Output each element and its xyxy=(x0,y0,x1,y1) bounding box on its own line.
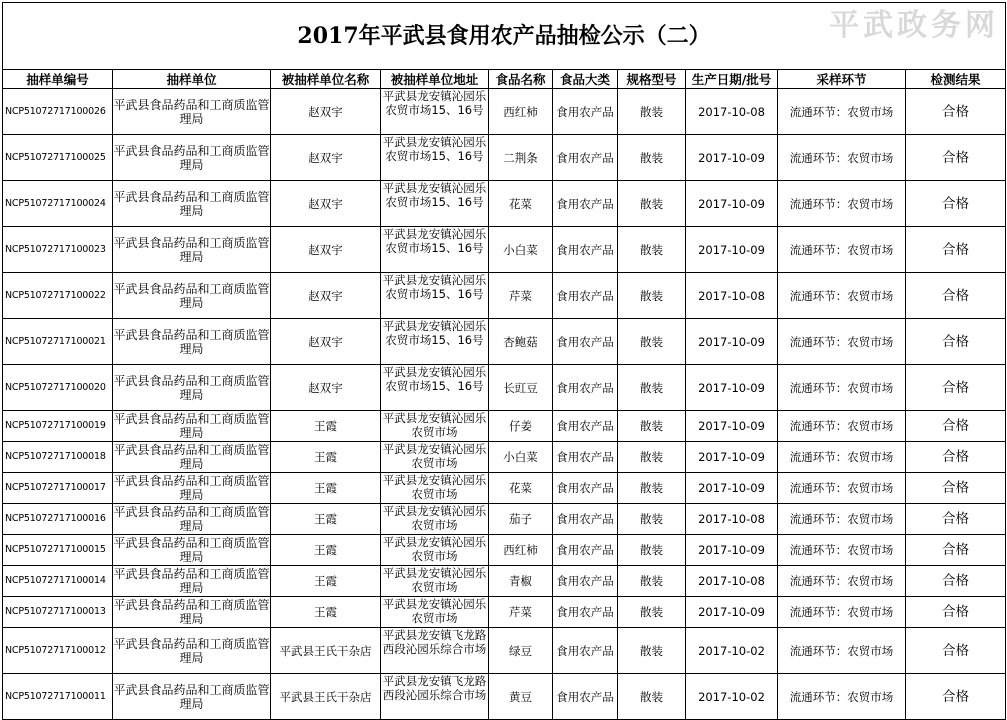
cell-production-date: 2017-10-08 xyxy=(686,504,778,535)
cell-sampling-stage: 流通环节：农贸市场 xyxy=(778,504,906,535)
cell-sampled-address xyxy=(381,365,489,411)
cell-sample-code: NCP51072717100021 xyxy=(3,319,113,365)
cell-sampled-address xyxy=(381,442,489,473)
address-text: 平武县龙安镇沁园乐农贸市场 xyxy=(382,567,487,594)
cell-sampling-unit: 平武县食品药品和工商质监管理局 xyxy=(113,674,271,720)
cell-sampling-stage: 流通环节：农贸市场 xyxy=(778,597,906,628)
cell-food-category: 食用农产品 xyxy=(553,597,618,628)
cell-sampled-address xyxy=(381,411,489,442)
cell-sampling-unit: 平武县食品药品和工商质监管理局 xyxy=(113,365,271,411)
cell-food-name: 长豇豆 xyxy=(489,365,553,411)
cell-sampled-address xyxy=(381,535,489,566)
header-sampled-address: 被抽样单位地址 xyxy=(381,70,489,89)
cell-sampling-unit: 平武县食品药品和工商质监管理局 xyxy=(113,628,271,674)
cell-sampled-name: 王霞 xyxy=(271,504,381,535)
table-row xyxy=(3,135,1006,181)
cell-production-date: 2017-10-09 xyxy=(686,473,778,504)
address-text: 平武县龙安镇沁园乐农贸市场 xyxy=(382,443,487,470)
address-text: 平武县龙安镇沁园乐农贸市场15、16号 xyxy=(382,274,487,301)
cell-spec: 散装 xyxy=(618,411,686,442)
header-food-name: 食品名称 xyxy=(489,70,553,89)
cell-food-name: 西红柿 xyxy=(489,89,553,135)
cell-sampling-stage: 流通环节：农贸市场 xyxy=(778,473,906,504)
address-text: 平武县龙安镇沁园乐农贸市场 xyxy=(382,598,487,625)
cell-test-result: 合格 xyxy=(906,674,1006,720)
table-body xyxy=(3,89,1006,720)
cell-sampling-unit: 平武县食品药品和工商质监管理局 xyxy=(113,181,271,227)
cell-sampling-unit: 平武县食品药品和工商质监管理局 xyxy=(113,536,270,564)
cell-sampling-stage: 流通环节：农贸市场 xyxy=(778,566,906,597)
cell-sample-code: NCP51072717100016 xyxy=(3,504,113,535)
cell-sample-code: NCP51072717100018 xyxy=(3,442,113,473)
cell-production-date: 2017-10-09 xyxy=(686,535,778,566)
table-row xyxy=(3,319,1006,365)
cell-sampling-unit: 平武县食品药品和工商质监管理局 xyxy=(113,135,271,181)
cell-sampling-stage: 流通环节：农贸市场 xyxy=(778,319,906,365)
cell-test-result: 合格 xyxy=(906,504,1006,535)
cell-sample-code: NCP51072717100019 xyxy=(3,411,113,442)
table-row xyxy=(3,628,1006,674)
header-test-result: 检测结果 xyxy=(906,70,1006,89)
table-row xyxy=(3,411,1006,442)
site-watermark: 平武政务网 xyxy=(829,8,999,43)
table-row xyxy=(3,227,1006,273)
cell-food-name: 芹菜 xyxy=(489,273,553,319)
cell-production-date: 2017-10-09 xyxy=(686,319,778,365)
cell-sample-code: NCP51072717100022 xyxy=(3,273,113,319)
cell-sample-code: NCP51072717100023 xyxy=(3,227,113,273)
cell-sampled-name: 平武县王氏干杂店 xyxy=(271,628,381,674)
address-text: 平武县龙安镇沁园乐农贸市场15、16号 xyxy=(382,320,487,347)
cell-sampling-unit: 平武县食品药品和工商质监管理局 xyxy=(113,567,270,595)
cell-sampled-address xyxy=(381,89,489,135)
cell-food-category: 食用农产品 xyxy=(553,442,618,473)
cell-sampled-address xyxy=(381,273,489,319)
cell-sampled-address xyxy=(381,473,489,504)
header-sample-code: 抽样单编号 xyxy=(3,70,113,89)
cell-sampled-name: 王霞 xyxy=(271,442,381,473)
cell-test-result: 合格 xyxy=(906,628,1006,674)
cell-sampled-name: 赵双宇 xyxy=(271,135,381,181)
cell-spec: 散装 xyxy=(618,674,686,720)
cell-food-name: 花菜 xyxy=(489,181,553,227)
cell-sampling-unit: 平武县食品药品和工商质监管理局 xyxy=(113,474,270,502)
cell-food-name: 二荆条 xyxy=(489,135,553,181)
cell-sampled-address xyxy=(381,319,489,365)
cell-spec: 散装 xyxy=(618,504,686,535)
cell-food-category: 食用农产品 xyxy=(553,273,618,319)
address-text: 平武县龙安镇沁园乐农贸市场15、16号 xyxy=(382,228,487,255)
cell-sampled-address xyxy=(381,504,489,535)
cell-sampled-address xyxy=(381,674,489,720)
cell-production-date: 2017-10-02 xyxy=(686,674,778,720)
table-row xyxy=(3,535,1006,566)
cell-spec: 散装 xyxy=(618,365,686,411)
cell-test-result: 合格 xyxy=(906,227,1006,273)
cell-sample-code: NCP51072717100025 xyxy=(3,135,113,181)
cell-test-result: 合格 xyxy=(906,566,1006,597)
cell-sampled-address xyxy=(381,227,489,273)
cell-sampled-name: 王霞 xyxy=(271,473,381,504)
address-text: 平武县龙安镇飞龙路西段沁园乐综合市场 xyxy=(382,629,487,656)
address-text: 平武县龙安镇沁园乐农贸市场 xyxy=(382,505,487,532)
cell-food-name: 花菜 xyxy=(489,473,553,504)
cell-test-result: 合格 xyxy=(906,319,1006,365)
cell-sampling-stage: 流通环节：农贸市场 xyxy=(778,674,906,720)
table-row xyxy=(3,89,1006,135)
cell-test-result: 合格 xyxy=(906,473,1006,504)
cell-sample-code: NCP51072717100017 xyxy=(3,473,113,504)
cell-sample-code: NCP51072717100026 xyxy=(3,89,113,135)
cell-test-result: 合格 xyxy=(906,181,1006,227)
cell-spec: 散装 xyxy=(618,89,686,135)
cell-test-result: 合格 xyxy=(906,89,1006,135)
cell-sampled-address xyxy=(381,628,489,674)
cell-sample-code: NCP51072717100020 xyxy=(3,365,113,411)
page-title: 2017年平武县食用农产品抽检公示（二） xyxy=(3,3,1006,70)
cell-spec: 散装 xyxy=(618,227,686,273)
header-sampling-unit: 抽样单位 xyxy=(113,70,271,89)
inspection-sheet xyxy=(2,2,1005,720)
table-row xyxy=(3,442,1006,473)
cell-sampling-stage: 流通环节：农贸市场 xyxy=(778,89,906,135)
header-sampled-name: 被抽样单位名称 xyxy=(271,70,381,89)
cell-food-name: 小白菜 xyxy=(489,442,553,473)
cell-spec: 散装 xyxy=(618,319,686,365)
cell-production-date: 2017-10-09 xyxy=(686,411,778,442)
cell-sample-code: NCP51072717100011 xyxy=(3,674,113,720)
address-text: 平武县龙安镇沁园乐农贸市场15、16号 xyxy=(382,136,487,163)
header-spec: 规格型号 xyxy=(618,70,686,89)
cell-sampled-name: 赵双宇 xyxy=(271,181,381,227)
cell-sampled-name: 王霞 xyxy=(271,597,381,628)
cell-sampling-unit: 平武县食品药品和工商质监管理局 xyxy=(113,505,270,533)
cell-food-name: 杏鲍菇 xyxy=(489,319,553,365)
address-text: 平武县龙安镇沁园乐农贸市场 xyxy=(382,536,487,563)
cell-sampled-address xyxy=(381,181,489,227)
cell-test-result: 合格 xyxy=(906,442,1006,473)
inspection-table xyxy=(2,2,1006,720)
cell-sampled-name: 赵双宇 xyxy=(271,273,381,319)
cell-food-category: 食用农产品 xyxy=(553,411,618,442)
cell-sampling-stage: 流通环节：农贸市场 xyxy=(778,181,906,227)
cell-production-date: 2017-10-09 xyxy=(686,442,778,473)
address-text: 平武县龙安镇沁园乐农贸市场15、16号 xyxy=(382,366,487,393)
cell-sampling-unit: 平武县食品药品和工商质监管理局 xyxy=(113,273,271,319)
cell-test-result: 合格 xyxy=(906,535,1006,566)
cell-sampled-address xyxy=(381,135,489,181)
cell-sampled-name: 赵双宇 xyxy=(271,227,381,273)
cell-food-category: 食用农产品 xyxy=(553,227,618,273)
cell-spec: 散装 xyxy=(618,181,686,227)
cell-sampling-stage: 流通环节：农贸市场 xyxy=(778,628,906,674)
cell-food-category: 食用农产品 xyxy=(553,135,618,181)
cell-production-date: 2017-10-08 xyxy=(686,273,778,319)
cell-sampling-stage: 流通环节：农贸市场 xyxy=(778,411,906,442)
cell-spec: 散装 xyxy=(618,273,686,319)
cell-sample-code: NCP51072717100012 xyxy=(3,628,113,674)
cell-spec: 散装 xyxy=(618,473,686,504)
cell-test-result: 合格 xyxy=(906,135,1006,181)
cell-food-name: 仔姜 xyxy=(489,411,553,442)
cell-sample-code: NCP51072717100013 xyxy=(3,597,113,628)
cell-production-date: 2017-10-09 xyxy=(686,227,778,273)
cell-sampling-stage: 流通环节：农贸市场 xyxy=(778,135,906,181)
table-row xyxy=(3,566,1006,597)
cell-test-result: 合格 xyxy=(906,411,1006,442)
address-text: 平武县龙安镇沁园乐农贸市场 xyxy=(382,474,487,501)
table-row xyxy=(3,181,1006,227)
cell-sampling-stage: 流通环节：农贸市场 xyxy=(778,227,906,273)
cell-sampled-name: 王霞 xyxy=(271,535,381,566)
cell-food-category: 食用农产品 xyxy=(553,628,618,674)
table-row xyxy=(3,473,1006,504)
cell-sampled-name: 赵双宇 xyxy=(271,365,381,411)
cell-food-category: 食用农产品 xyxy=(553,566,618,597)
cell-sample-code: NCP51072717100015 xyxy=(3,535,113,566)
cell-food-category: 食用农产品 xyxy=(553,365,618,411)
cell-sampled-address xyxy=(381,597,489,628)
cell-food-name: 黄豆 xyxy=(489,674,553,720)
cell-sampled-name: 赵双宇 xyxy=(271,89,381,135)
cell-production-date: 2017-10-09 xyxy=(686,181,778,227)
cell-spec: 散装 xyxy=(618,135,686,181)
cell-food-category: 食用农产品 xyxy=(553,319,618,365)
cell-food-name: 青椒 xyxy=(489,566,553,597)
cell-production-date: 2017-10-08 xyxy=(686,566,778,597)
cell-spec: 散装 xyxy=(618,628,686,674)
cell-sampled-address xyxy=(381,566,489,597)
cell-production-date: 2017-10-09 xyxy=(686,597,778,628)
cell-sampling-unit: 平武县食品药品和工商质监管理局 xyxy=(113,319,271,365)
cell-production-date: 2017-10-08 xyxy=(686,89,778,135)
cell-sampling-stage: 流通环节：农贸市场 xyxy=(778,535,906,566)
cell-sampled-name: 赵双宇 xyxy=(271,319,381,365)
header-production-date: 生产日期/批号 xyxy=(686,70,778,89)
cell-food-category: 食用农产品 xyxy=(553,473,618,504)
table-row xyxy=(3,365,1006,411)
cell-sampling-stage: 流通环节：农贸市场 xyxy=(778,442,906,473)
cell-food-name: 茄子 xyxy=(489,504,553,535)
cell-sampled-name: 王霞 xyxy=(271,566,381,597)
header-food-category: 食品大类 xyxy=(553,70,618,89)
table-row xyxy=(3,504,1006,535)
cell-test-result: 合格 xyxy=(906,597,1006,628)
cell-food-category: 食用农产品 xyxy=(553,535,618,566)
cell-production-date: 2017-10-09 xyxy=(686,135,778,181)
cell-sampling-stage: 流通环节：农贸市场 xyxy=(778,273,906,319)
cell-food-name: 小白菜 xyxy=(489,227,553,273)
table-row xyxy=(3,674,1006,720)
cell-spec: 散装 xyxy=(618,442,686,473)
cell-food-category: 食用农产品 xyxy=(553,674,618,720)
cell-food-category: 食用农产品 xyxy=(553,504,618,535)
address-text: 平武县龙安镇沁园乐农贸市场15、16号 xyxy=(382,182,487,209)
cell-sampling-unit: 平武县食品药品和工商质监管理局 xyxy=(113,598,270,626)
cell-sample-code: NCP51072717100014 xyxy=(3,566,113,597)
header-sampling-stage: 采样环节 xyxy=(778,70,906,89)
cell-sampled-name: 王霞 xyxy=(271,411,381,442)
cell-sampling-unit: 平武县食品药品和工商质监管理局 xyxy=(113,412,270,440)
cell-food-name: 绿豆 xyxy=(489,628,553,674)
address-text: 平武县龙安镇沁园乐农贸市场 xyxy=(382,412,487,439)
cell-spec: 散装 xyxy=(618,535,686,566)
cell-sampling-stage: 流通环节：农贸市场 xyxy=(778,365,906,411)
cell-production-date: 2017-10-02 xyxy=(686,628,778,674)
header-row xyxy=(3,70,1006,89)
cell-food-category: 食用农产品 xyxy=(553,181,618,227)
table-row xyxy=(3,597,1006,628)
cell-sample-code: NCP51072717100024 xyxy=(3,181,113,227)
cell-food-category: 食用农产品 xyxy=(553,89,618,135)
cell-food-name: 芹菜 xyxy=(489,597,553,628)
cell-test-result: 合格 xyxy=(906,365,1006,411)
cell-production-date: 2017-10-09 xyxy=(686,365,778,411)
cell-spec: 散装 xyxy=(618,566,686,597)
cell-sampling-unit: 平武县食品药品和工商质监管理局 xyxy=(113,89,271,135)
address-text: 平武县龙安镇飞龙路西段沁园乐综合市场 xyxy=(382,675,487,702)
cell-test-result: 合格 xyxy=(906,273,1006,319)
cell-food-name: 西红柿 xyxy=(489,535,553,566)
cell-spec: 散装 xyxy=(618,597,686,628)
cell-sampled-name: 平武县王氏干杂店 xyxy=(271,674,381,720)
address-text: 平武县龙安镇沁园乐农贸市场15、16号 xyxy=(382,90,487,117)
cell-sampling-unit: 平武县食品药品和工商质监管理局 xyxy=(113,443,270,471)
table-row xyxy=(3,273,1006,319)
cell-sampling-unit: 平武县食品药品和工商质监管理局 xyxy=(113,227,271,273)
